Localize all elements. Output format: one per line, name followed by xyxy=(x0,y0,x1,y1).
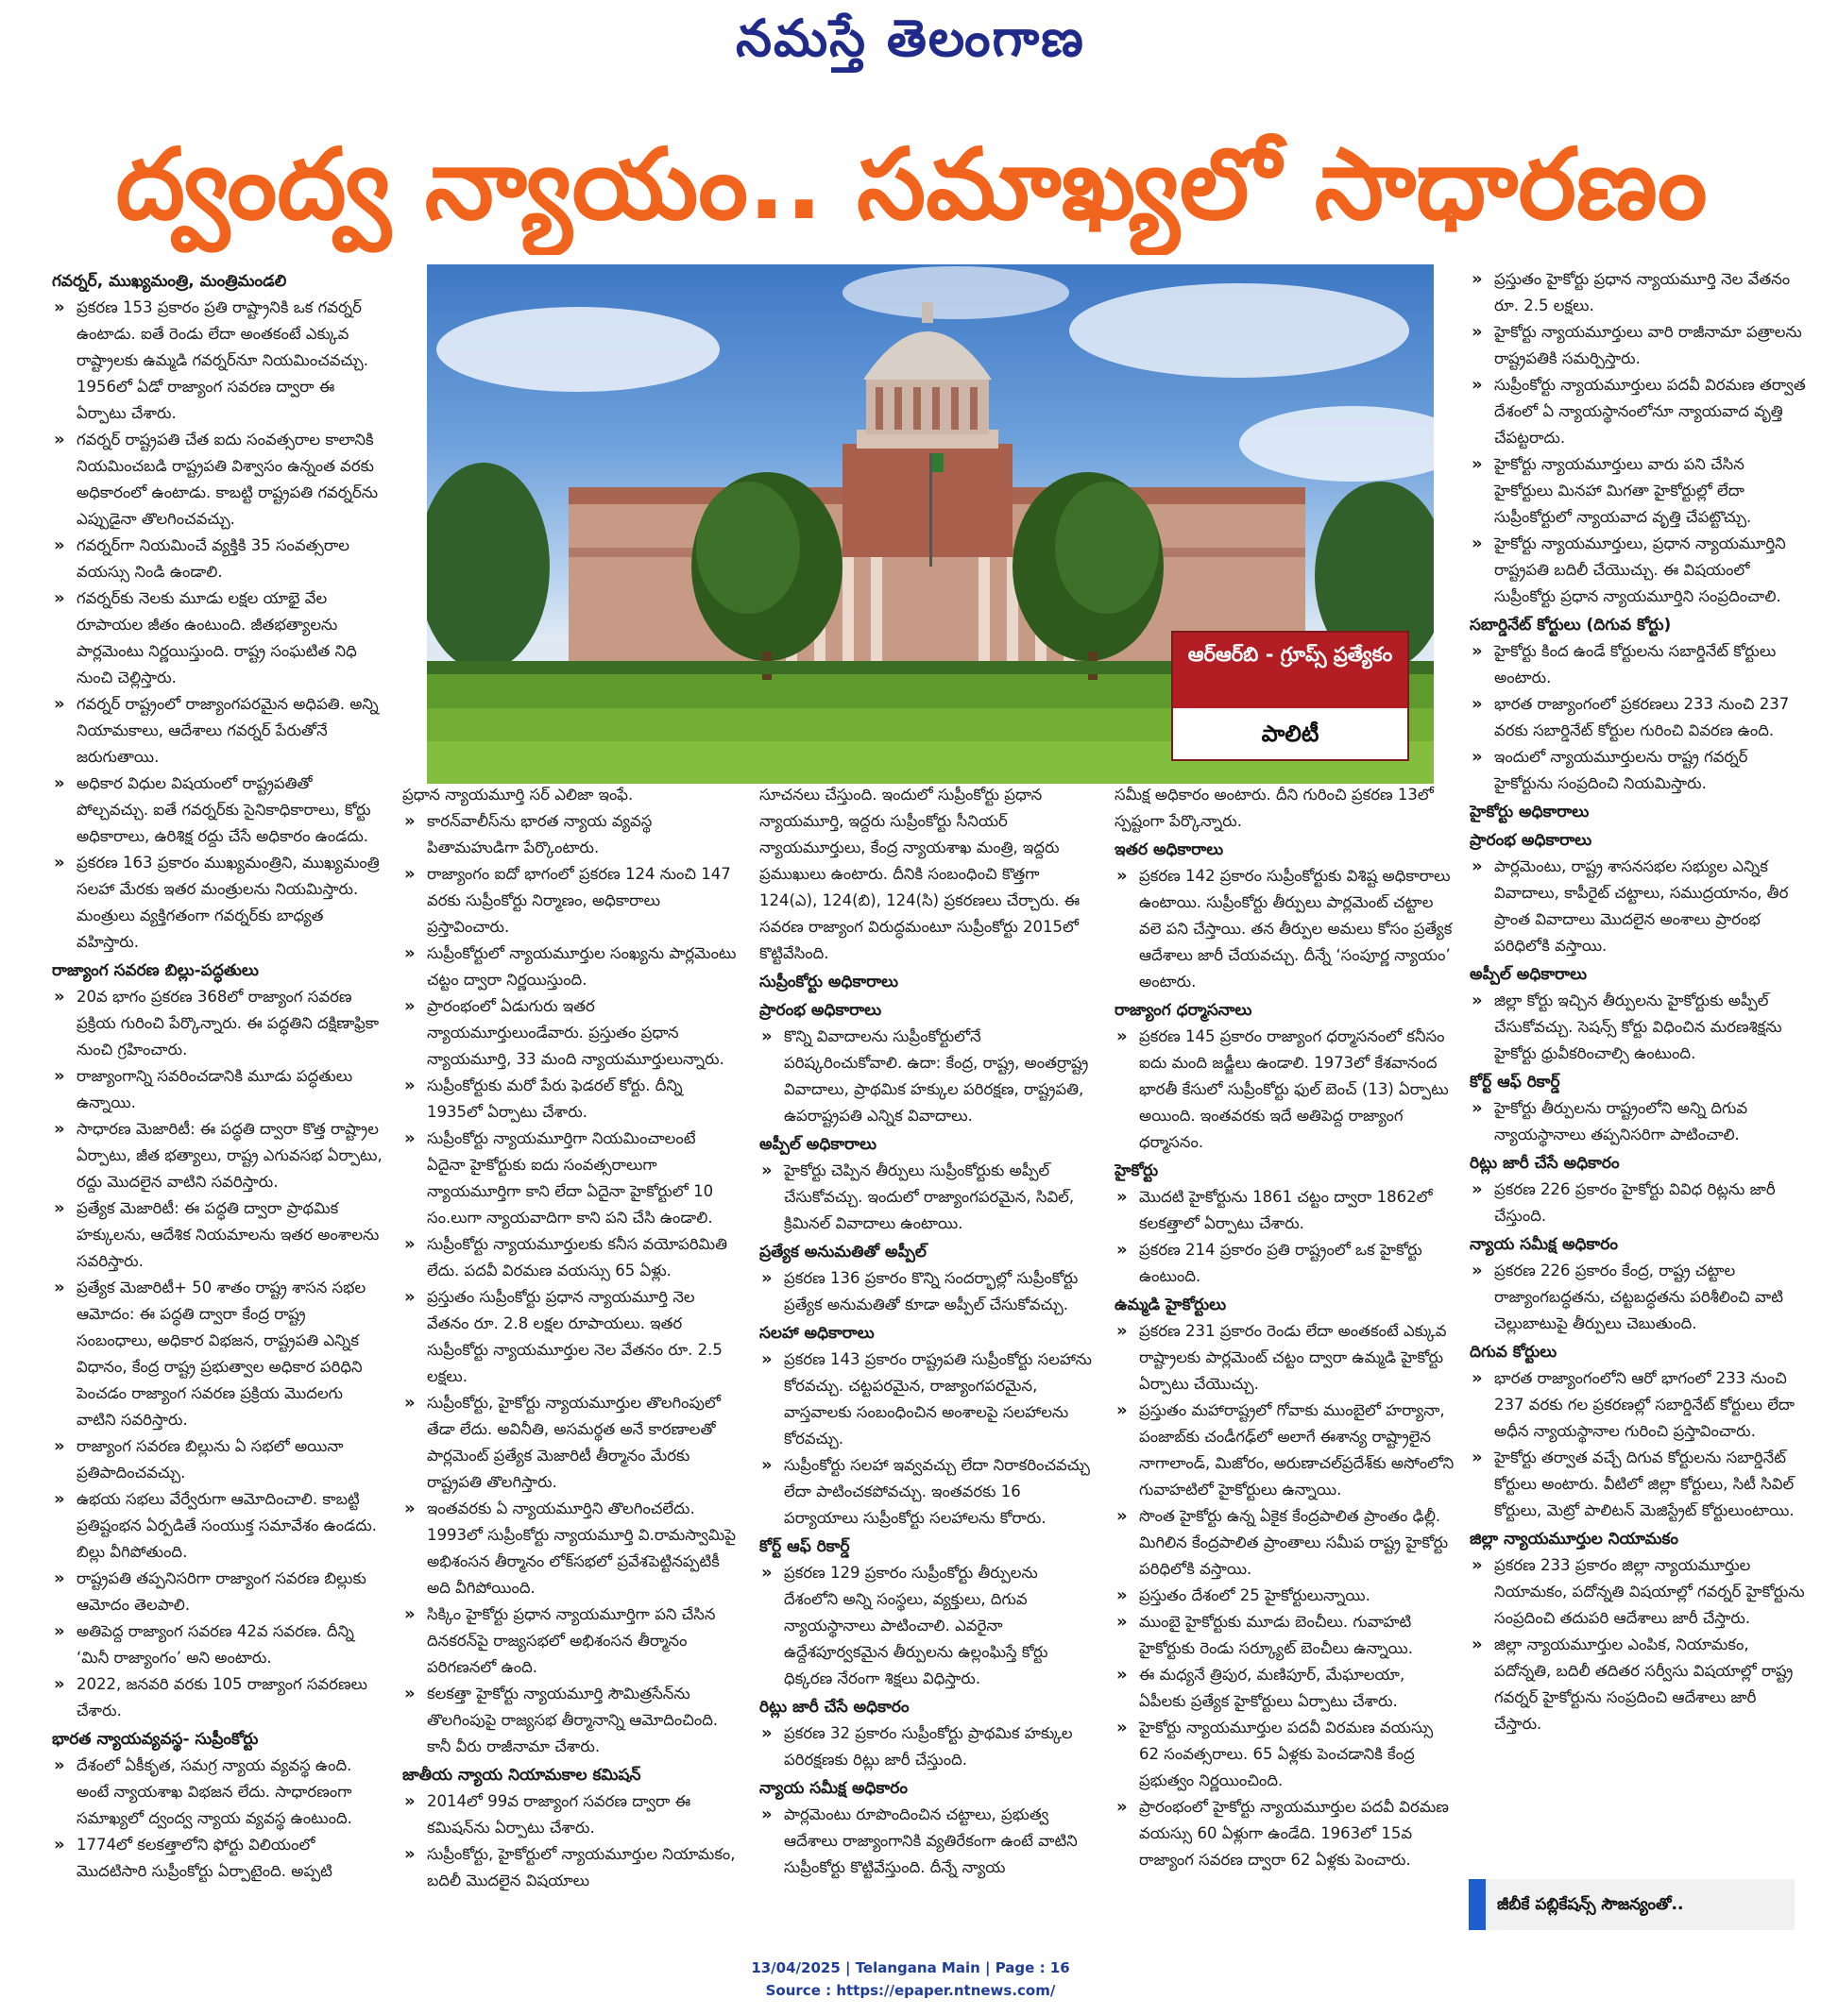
bullet-paragraph: » పార్లమెంటు, రాష్ట్ర శాసనసభల సభ్యుల ఎన్నిక వివాదాలు, కాపీరైట్ చట్టాలు, సముద్రయానం, తీర ప్రాంత వివాదాలు మొదలైన అంశాలు ప్రారంభ పరిధిలోకి వస్తాయి. xyxy=(1470,854,1806,959)
footer-source-link[interactable]: Source : https://epaper.ntnews.com/ xyxy=(765,1982,1056,1999)
article-column-3 xyxy=(759,782,1096,1938)
bullet-paragraph: » జిల్లా కోర్టు ఇచ్చిన తీర్పులను హైకోర్టుకు అప్పీల్ చేసుకోవచ్చు. సెషన్స్ కోర్టు విధించిన మరణశిక్షను హైకోర్టు ధ్రువీకరించాల్సి ఉంటుంది. xyxy=(1470,988,1806,1067)
bullet-paragraph: » సుప్రీంకోర్టు సలహా ఇవ్వవచ్చు లేదా నిరాకరించవచ్చు లేదా పాటించకపోవచ్చు. ఇంతవరకు 16 పర్యాయాలు సుప్రీంకోర్టు సలహాలను కోరారు. xyxy=(759,1452,1096,1532)
bullet-paragraph: » ముంబై హైకోర్టుకు మూడు బెంచీలు. గువాహటి హైకోర్టుకు రెండు సర్క్యూట్ బెంచీలు ఉన్నాయి. xyxy=(1115,1609,1455,1662)
bullet-paragraph: » గవర్నర్ రాష్ట్రపతి చేత ఐదు సంవత్సరాల కాలానికి నియమించబడి రాష్ట్రపతి విశ్వాసం ఉన్నంత వరకు అధికారంలో ఉంటాడు. కాబట్టి రాష్ట్రపతి గవర్నర్‌ను ఎప్పుడైనా తొలగించవచ్చు. xyxy=(52,427,383,533)
section-heading: హైకోర్టు అధికారాలు xyxy=(1470,803,1590,822)
article-column-2 xyxy=(402,782,739,1938)
section-tag-subject: పాలిటీ xyxy=(1173,708,1407,759)
bullet-paragraph: » ప్రకరణ 145 ప్రకారం రాజ్యాంగ ధర్మాసనంలో కనీసం ఐదు మంది జడ్జీలు ఉండాలి. 1973లో కేశవానంద భారతీ కేసులో సుప్రీంకోర్టు ఫుల్ బెంచ్ (13) ఏర్పాటు అయింది. ఇంతవరకు ఇదే అతిపెద్ద రాజ్యాంగ ధర్మాసనం. xyxy=(1115,1024,1455,1156)
bullet-paragraph: » ఉభయ సభలు వేర్వేరుగా ఆమోదించాలి. కాబట్టి ప్రతిష్టంభన ఏర్పడితే సంయుక్త సమావేశం ఉండదు. బిల్లు వీగిపోతుంది. xyxy=(52,1486,383,1566)
bullet-paragraph: » అధికార విధుల విషయంలో రాష్ట్రపతితో పోల్చవచ్చు. ఐతే గవర్నర్‌కు సైనికాధికారాలు, కోర్టు అధికారాలు, ఉరిశిక్ష రద్దు చేసే అధికారం ఉండదు. xyxy=(52,771,383,850)
bullet-paragraph: » ఇందులో న్యాయమూర్తులను రాష్ట్ర గవర్నర్ హైకోర్టును సంప్రదించి నియమిస్తారు. xyxy=(1470,744,1806,797)
credit-accent-bar xyxy=(1469,1879,1486,1930)
bullet-paragraph: » ప్రత్యేక మెజారిటీ: ఈ పద్ధతి ద్వారా ప్రాథమిక హక్కులను, ఆదేశిక నియమాలను ఇతర అంశాలను సవరిస్తారు. xyxy=(52,1195,383,1275)
bullet-paragraph: » ప్రకరణ 142 ప్రకారం సుప్రీంకోర్టుకు విశిష్ట అధికారాలు ఉంటాయి. సుప్రీంకోర్టు తీర్పులు పార్లమెంట్ చట్టాల వలె పని చేస్తాయి. తన తీర్పుల అమలు కోసం ప్రత్యేక ఆదేశాలు జారీ చేయవచ్చు. దీన్నే ‘సంపూర్ణ న్యాయం’ అంటారు. xyxy=(1115,863,1455,995)
bullet-paragraph: » ఇంతవరకు ఏ న్యాయమూర్తిని తొలగించలేదు. 1993లో సుప్రీంకోర్టు న్యాయమూర్తి వి.రామస్వామిపై అభిశంసన తీర్మానం లోక్‌సభలో ప్రవేశపెట్టినప్పటికీ అది వీగిపోయింది. xyxy=(402,1496,739,1601)
section-tag-series: ఆర్ఆర్‌బి - గ్రూప్స్ ప్రత్యేకం xyxy=(1173,633,1407,708)
section-heading: రాజ్యాంగ ధర్మాసనాలు xyxy=(1115,1001,1252,1020)
masthead-logo: నమస్తే తెలంగాణ xyxy=(736,8,1085,68)
bullet-paragraph: » రాజ్యాంగ సవరణ బిల్లును ఏ సభలో అయినా ప్రతిపాదించవచ్చు. xyxy=(52,1433,383,1486)
section-heading: రిట్లు జారీ చేసే అధికారం xyxy=(759,1698,910,1717)
bullet-paragraph: » హైకోర్టు తీర్పులను రాష్ట్రంలోని అన్ని దిగువ న్యాయస్థానాలు తప్పనిసరిగా పాటించాలి. xyxy=(1470,1095,1806,1148)
section-heading: ప్రారంభ అధికారాలు xyxy=(759,1001,882,1020)
section-heading: జిల్లా న్యాయమూర్తుల నియామకం xyxy=(1470,1530,1678,1549)
section-heading: అప్పీల్ అధికారాలు xyxy=(759,1135,877,1154)
section-heading: ప్రత్యేక అనుమతితో అప్పీల్ xyxy=(759,1243,927,1262)
bullet-paragraph: » దేశంలో ఏకీకృత, సమగ్ర న్యాయ వ్యవస్థ ఉంది. అంటే న్యాయశాఖ విభజన లేదు. సాధారణంగా సమాఖ్యలో ద్వంద్వ న్యాయ వ్యవస్థ ఉంటుంది. xyxy=(52,1753,383,1832)
credit-box xyxy=(1469,1879,1795,1930)
bullet-paragraph: » ప్రకరణ 233 ప్రకారం జిల్లా న్యాయమూర్తుల నియామకం, పదోన్నతి విషయాల్లో గవర్నర్ హైకోర్టును సంప్రదించి తదుపరి ఆదేశాలు జారీ చేస్తారు. xyxy=(1470,1552,1806,1632)
section-tag xyxy=(1171,631,1409,761)
bullet-paragraph: » కలకత్తా హైకోర్టు న్యాయమూర్తి సౌమిత్రసేన్‌ను తొలగింపుపై రాజ్యసభ తీర్మానాన్ని ఆమోదించింది. కానీ వీరు రాజీనామా చేశారు. xyxy=(402,1681,739,1760)
bullet-paragraph: » హైకోర్టు చెప్పిన తీర్పులు సుప్రీంకోర్టుకు అప్పీల్ చేసుకోవచ్చు. ఇందులో రాజ్యాంగపరమైన, సివిల్, క్రిమినల్ వివాదాలు ఉంటాయి. xyxy=(759,1158,1096,1237)
continued-paragraph: సూచనలు చేస్తుంది. ఇందులో సుప్రీంకోర్టు ప్రధాన న్యాయమూర్తి, ఇద్దరు సుప్రీంకోర్టు సీనియర్ న్యాయమూర్తులు, కేంద్ర న్యాయశాఖ మంత్రి, ఇద్దరు ప్రముఖులు ఉంటారు. దీనికి సంబంధించి కొత్తగా 124(ఎ), 124(బి), 124(సి) ప్రకరణలు చేర్చారు. ఈ సవరణ రాజ్యాంగ విరుద్ధమంటూ సుప్రీంకోర్టు 2015లో కొట్టివేసింది. xyxy=(759,786,1081,962)
section-heading: గవర్నర్, ముఖ్యమంత్రి, మంత్రిమండలి xyxy=(52,272,287,291)
section-heading: ప్రారంభ అధికారాలు xyxy=(1470,831,1592,850)
bullet-paragraph: » సుప్రీంకోర్టుకు మరో పేరు ఫెడరల్ కోర్టు. దీన్ని 1935లో ఏర్పాటు చేశారు. xyxy=(402,1073,739,1126)
page-footer xyxy=(0,1957,1821,2002)
bullet-paragraph: » ప్రకరణ 143 ప్రకారం రాష్ట్రపతి సుప్రీంకోర్టు సలహాను కోరవచ్చు. చట్టపరమైన, రాజ్యాంగపరమైన, వాస్తవాలకు సంబంధించిన అంశాలపై సలహాలను కోరవచ్చు. xyxy=(759,1347,1096,1452)
bullet-paragraph: » హైకోర్టు న్యాయమూర్తులు వారి రాజీనామా పత్రాలను రాష్ట్రపతికి సమర్పిస్తారు. xyxy=(1470,319,1806,372)
bullet-paragraph: » ప్రకరణ 136 ప్రకారం కొన్ని సందర్భాల్లో సుప్రీంకోర్టు ప్రత్యేక అనుమతితో కూడా అప్పీల్ చేసుకోవచ్చు. xyxy=(759,1265,1096,1318)
continued-paragraph: ప్రధాన న్యాయమూర్తి సర్ ఎలిజా ఇంఫే. xyxy=(402,786,634,804)
bullet-paragraph: » హైకోర్టు తర్వాత వచ్చే దిగువ కోర్టులను సబార్డినేట్ కోర్టులు అంటారు. వీటిలో జిల్లా కోర్టులు, సిటీ సివిల్ కోర్టులు, మెట్రో పాలిటన్ మెజిస్ట్రేట్ కోర్టులుంటాయి. xyxy=(1470,1445,1806,1524)
bullet-paragraph: » ప్రకరణ 226 ప్రకారం హైకోర్టు వివిధ రిట్లను జారీ చేస్తుంది. xyxy=(1470,1177,1806,1229)
section-heading: హైకోర్టు xyxy=(1115,1161,1159,1180)
bullet-paragraph: » సుప్రీంకోర్టు న్యాయమూర్తులకు కనీస వయోపరిమితి లేదు. పదవీ విరమణ వయస్సు 65 ఏళ్లు. xyxy=(402,1231,739,1284)
bullet-paragraph: » ప్రకరణ 226 ప్రకారం కేంద్ర, రాష్ట్ర చట్టాల రాజ్యాంగబద్ధతను, చట్టబద్ధతను పరిశీలించి వాటి చెల్లుబాటుపై తీర్పులు చెబుతుంది. xyxy=(1470,1258,1806,1337)
headline xyxy=(38,113,1785,255)
section-heading: రిట్లు జారీ చేసే అధికారం xyxy=(1470,1154,1620,1173)
bullet-paragraph: » ప్రకరణ 231 ప్రకారం రెండు లేదా అంతకంటే ఎక్కువ రాష్ట్రాలకు పార్లమెంట్ చట్టం ద్వారా ఉమ్మడి హైకోర్టు ఏర్పాటు చేయొచ్చు. xyxy=(1115,1318,1455,1398)
bullet-paragraph: » ప్రకరణ 32 ప్రకారం సుప్రీంకోర్టు ప్రాథమిక హక్కుల పరిరక్షణకు రిట్లు జారీ చేస్తుంది. xyxy=(759,1720,1096,1773)
bullet-paragraph: » జిల్లా న్యాయమూర్తుల ఎంపిక, నియామకం, పదోన్నతి, బదిలీ తదితర సర్వీసు విషయాల్లో రాష్ట్ర గవర్నర్ హైకోర్టును సంప్రదించి ఆదేశాలు జారీ చేస్తారు. xyxy=(1470,1632,1806,1737)
bullet-paragraph: » ప్రకరణ 163 ప్రకారం ముఖ్యమంత్రిని, ముఖ్యమంత్రి సలహా మేరకు ఇతర మంత్రులను నియమిస్తారు. మంత్రులు వ్యక్తిగతంగా గవర్నర్‌కు బాధ్యత వహిస్తారు. xyxy=(52,850,383,956)
article-column-4 xyxy=(1115,782,1455,1938)
bullet-paragraph: » గవర్నర్‌కు నెలకు మూడు లక్షల యాభై వేల రూపాయల జీతం ఉంటుంది. జీతభత్యాలను పార్లమెంటు నిర్ణయిస్తుంది. రాష్ట్ర సంఘటిత నిధి నుంచి చెల్లిస్తారు. xyxy=(52,585,383,691)
section-heading: సబార్డినేట్ కోర్టులు (దిగువ కోర్టు) xyxy=(1470,616,1672,635)
bullet-paragraph: » సుప్రీంకోర్టు, హైకోర్టులో న్యాయమూర్తుల నియామకం, బదిలీ మొదలైన విషయాలు xyxy=(402,1841,739,1894)
section-heading: ఇతర అధికారాలు xyxy=(1115,840,1224,859)
bullet-paragraph: » 2014లో 99వ రాజ్యాంగ సవరణ ద్వారా ఈ కమిషన్‌ను ఏర్పాటు చేశారు. xyxy=(402,1788,739,1841)
section-heading: అప్పీల్ అధికారాలు xyxy=(1470,965,1588,984)
section-heading: కోర్ట్ ఆఫ్ రికార్డ్ xyxy=(1470,1073,1560,1092)
bullet-paragraph: » సుప్రీంకోర్టులో న్యాయమూర్తుల సంఖ్యను పార్లమెంటు చట్టం ద్వారా నిర్ణయిస్తుంది. xyxy=(402,940,739,993)
section-heading: న్యాయ సమీక్ష అధికారం xyxy=(759,1779,908,1798)
section-heading: సుప్రీంకోర్టు అధికారాలు xyxy=(759,973,899,991)
bullet-paragraph: » ప్రారంభంలో ఏడుగురు ఇతర న్యాయమూర్తులుండేవారు. ప్రస్తుతం ప్రధాన న్యాయమూర్తి, 33 మంది న్యాయమూర్తులున్నారు. xyxy=(402,993,739,1073)
bullet-paragraph: » హైకోర్టు న్యాయమూర్తులు వారు పని చేసిన హైకోర్టులు మినహా మిగతా హైకోర్టుల్లో లేదా సుప్రీంకోర్టులో న్యాయవాద వృత్తి చేపట్టొచ్చు. xyxy=(1470,451,1806,531)
section-heading: జాతీయ న్యాయ నియామకాల కమిషన్ xyxy=(402,1766,641,1785)
bullet-paragraph: » సుప్రీంకోర్టు, హైకోర్టు న్యాయమూర్తుల తొలగింపులో తేడా లేదు. అవినీతి, అసమర్థత అనే కారణాలతో పార్లమెంట్ ప్రత్యేక మెజారిటీ తీర్మానం మేరకు రాష్ట్రపతి తొలగిస్తారు. xyxy=(402,1390,739,1496)
footer-edition-info: 13/04/2025 | Telangana Main | Page : 16 xyxy=(751,1959,1070,1976)
masthead xyxy=(0,8,1821,83)
bullet-paragraph: » ప్రకరణ 153 ప్రకారం ప్రతి రాష్ట్రానికి ఒక గవర్నర్ ఉంటాడు. ఐతే రెండు లేదా అంతకంటే ఎక్కువ రాష్ట్రాలకు ఉమ్మడి గవర్నర్‌నూ నియమించవచ్చు. 1956లో ఏడో రాజ్యాంగ సవరణ ద్వారా ఈ ఏర్పాటు చేశారు. xyxy=(52,295,383,427)
bullet-paragraph: » సుప్రీంకోర్టు న్యాయమూర్తులు పదవీ విరమణ తర్వాత దేశంలో ఏ న్యాయస్థానంలోనూ న్యాయవాద వృత్తి చేపట్టరాదు. xyxy=(1470,372,1806,451)
headline-title: ద్వంద్వ న్యాయం.. సమాఖ్యలో సాధారణం xyxy=(115,127,1708,242)
bullet-paragraph: » పార్లమెంటు రూపొందించిన చట్టాలు, ప్రభుత్వ ఆదేశాలు రాజ్యాంగానికి వ్యతిరేకంగా ఉంటే వాటిని సుప్రీంకోర్టు కొట్టివేస్తుంది. దీన్నే న్యాయ xyxy=(759,1802,1096,1881)
bullet-paragraph: » ప్రస్తుతం దేశంలో 25 హైకోర్టులున్నాయి. xyxy=(1115,1583,1455,1609)
bullet-paragraph: » కారన్‌వాలీస్‌ను భారత న్యాయ వ్యవస్థ పితామహుడిగా పేర్కొంటారు. xyxy=(402,808,739,861)
bullet-paragraph: » ప్రారంభంలో హైకోర్టు న్యాయమూర్తుల పదవీ విరమణ వయస్సు 60 ఏళ్లుగా ఉండేది. 1963లో 15వ రాజ్యాంగ సవరణ ద్వారా 62 ఏళ్లకు పెంచారు. xyxy=(1115,1794,1455,1873)
bullet-paragraph: » ప్రస్తుతం మహారాష్ట్రలో గోవాకు ముంబైలో హర్యానా, పంజాబ్‌కు చండీగఢ్‌లో అలాగే ఈశాన్య రాష్ట్రాలైన నాగాలాండ్, మిజోరం, అరుణాచల్‌ప్రదేశ్‌కు అసోంలోని గువాహటిలో హైకోర్టులు ఉన్నాయి. xyxy=(1115,1398,1455,1503)
bullet-paragraph: » గవర్నర్‌గా నియమించే వ్యక్తికి 35 సంవత్సరాల వయస్సు నిండి ఉండాలి. xyxy=(52,533,383,585)
article-column-1 xyxy=(52,266,383,1938)
section-heading: భారత న్యాయవ్యవస్థ- సుప్రీంకోర్టు xyxy=(52,1730,259,1749)
bullet-paragraph: » రాష్ట్రపతి తప్పనిసరిగా రాజ్యాంగ సవరణ బిల్లుకు ఆమోదం తెలపాలి. xyxy=(52,1566,383,1618)
bullet-paragraph: » హైకోర్టు న్యాయమూర్తులు, ప్రధాన న్యాయమూర్తిని రాష్ట్రపతి బదిలీ చేయొచ్చు. ఈ విషయంలో సుప్రీంకోర్టు ప్రధాన న్యాయమూర్తిని సంప్రదించాలి. xyxy=(1470,531,1806,610)
bullet-paragraph: » రాజ్యాంగాన్ని సవరించడానికి మూడు పద్ధతులు ఉన్నాయి. xyxy=(52,1063,383,1116)
bullet-paragraph: » ప్రకరణ 214 ప్రకారం ప్రతి రాష్ట్రంలో ఒక హైకోర్టు ఉంటుంది. xyxy=(1115,1237,1455,1290)
section-heading: రాజ్యాంగ సవరణ బిల్లు-పద్ధతులు xyxy=(52,961,259,980)
bullet-paragraph: » సుప్రీంకోర్టు న్యాయమూర్తిగా నియమించాలంటే ఏదైనా హైకోర్టుకు ఐదు సంవత్సరాలుగా న్యాయమూర్తిగా కాని లేదా ఏదైనా హైకోర్టులో 10 సం.లుగా న్యాయవాదిగా కాని పని చేసి ఉండాలి. xyxy=(402,1126,739,1231)
bullet-paragraph: » కొన్ని వివాదాలను సుప్రీంకోర్టులోనే పరిష్కరించుకోవాలి. ఉదా: కేంద్ర, రాష్ట్ర, అంతర్రాష్ట్ర వివాదాలు, ప్రాథమిక హక్కుల పరిరక్షణ, రాష్ట్రపతి, ఉపరాష్ట్రపతి ఎన్నిక వివాదాలు. xyxy=(759,1024,1096,1129)
bullet-paragraph: » ప్రస్తుతం సుప్రీంకోర్టు ప్రధాన న్యాయమూర్తి నెల వేతనం రూ. 2.8 లక్షల రూపాయలు. ఇతర సుప్రీంకోర్టు న్యాయమూర్తుల నెల వేతనం రూ. 2.5 లక్షలు. xyxy=(402,1284,739,1390)
article-column-5 xyxy=(1470,266,1806,1890)
bullet-paragraph: » సాధారణ మెజారిటీ: ఈ పద్ధతి ద్వారా కొత్త రాష్ట్రాల ఏర్పాటు, జీత భత్యాలు, రాష్ట్ర ఎగువసభ ఏర్పాటు, రద్దు మొదలైన వాటిని సవరిస్తారు. xyxy=(52,1116,383,1195)
bullet-paragraph: » హైకోర్టు న్యాయమూర్తుల పదవీ విరమణ వయస్సు 62 సంవత్సరాలు. 65 ఏళ్లకు పెంచడానికి కేంద్ర ప్రభుత్వం నిర్ణయించింది. xyxy=(1115,1715,1455,1794)
bullet-paragraph: » భారత రాజ్యాంగంలో ప్రకరణలు 233 నుంచి 237 వరకు సబార్డినేట్ కోర్టుల గురించి వివరణ ఉంది. xyxy=(1470,691,1806,744)
bullet-paragraph: » 1774లో కలకత్తాలోని ఫోర్టు విలియంలో మొదటిసారి సుప్రీంకోర్టు ఏర్పాటైంది. అప్పటి xyxy=(52,1832,383,1885)
section-heading: దిగువ కోర్టులు xyxy=(1470,1343,1557,1362)
bullet-paragraph: » అతిపెద్ద రాజ్యాంగ సవరణ 42వ సవరణ. దీన్ని ‘మినీ రాజ్యాంగం’ అని అంటారు. xyxy=(52,1618,383,1671)
bullet-paragraph: » సిక్కిం హైకోర్టు ప్రధాన న్యాయమూర్తిగా పని చేసిన దినకరన్‌పై రాజ్యసభలో అభిశంసన తీర్మానం పరిగణనలో ఉంది. xyxy=(402,1601,739,1681)
bullet-paragraph: » ఈ మధ్యనే త్రిపుర, మణిపూర్, మేఘాలయా, ఏపీలకు ప్రత్యేక హైకోర్టులు ఏర్పాటు చేశారు. xyxy=(1115,1662,1455,1715)
bullet-paragraph: » రాజ్యాంగం ఐదో భాగంలో ప్రకరణ 124 నుంచి 147 వరకు సుప్రీంకోర్టు నిర్మాణం, అధికారాలు ప్రస్తావించారు. xyxy=(402,861,739,940)
bullet-paragraph: » గవర్నర్ రాష్ట్రంలో రాజ్యాంగపరమైన అధిపతి. అన్ని నియామకాలు, ఆదేశాలు గవర్నర్ పేరుతోనే జరుగుతాయి. xyxy=(52,691,383,771)
section-heading: ఉమ్మడి హైకోర్టులు xyxy=(1115,1296,1227,1314)
bullet-paragraph: » మొదటి హైకోర్టును 1861 చట్టం ద్వారా 1862లో కలకత్తాలో ఏర్పాటు చేశారు. xyxy=(1115,1184,1455,1237)
section-heading: కోర్ట్ ఆఫ్ రికార్డ్ xyxy=(759,1537,850,1556)
credit-text: జీబీకే పబ్లికేషన్స్ సౌజన్యంతో.. xyxy=(1497,1895,1684,1914)
bullet-paragraph: » 20వ భాగం ప్రకరణ 368లో రాజ్యాంగ సవరణ ప్రక్రియ గురించి పేర్కొన్నారు. ఈ పద్ధతిని దక్షిణాఫ్రికా నుంచి గ్రహించారు. xyxy=(52,984,383,1063)
bullet-paragraph: » భారత రాజ్యాంగంలోని ఆరో భాగంలో 233 నుంచి 237 వరకు గల ప్రకరణల్లో సబార్డినేట్ కోర్టులు లేదా అధీన న్యాయస్థానాల గురించి ప్రస్తావించారు. xyxy=(1470,1365,1806,1445)
bullet-paragraph: » సొంత హైకోర్టు ఉన్న ఏకైక కేంద్రపాలిత ప్రాంతం ఢిల్లీ. మిగిలిన కేంద్రపాలిత ప్రాంతాలు సమీప రాష్ట్ర హైకోర్టు పరిధిలోకి వస్తాయి. xyxy=(1115,1503,1455,1583)
bullet-paragraph: » ప్రస్తుతం హైకోర్టు ప్రధాన న్యాయమూర్తి నెల వేతనం రూ. 2.5 లక్షలు. xyxy=(1470,266,1806,319)
bullet-paragraph: » హైకోర్టు కింద ఉండే కోర్టులను సబార్డినేట్ కోర్టులు అంటారు. xyxy=(1470,638,1806,691)
bullet-paragraph: » 2022, జనవరి వరకు 105 రాజ్యాంగ సవరణలు చేశారు. xyxy=(52,1671,383,1724)
bullet-paragraph: » ప్రకరణ 129 ప్రకారం సుప్రీంకోర్టు తీర్పులను దేశంలోని అన్ని సంస్థలు, వ్యక్తులు, దిగువ న్యాయస్థానాలు పాటించాలి. ఎవరైనా ఉద్దేశపూర్వకమైన తీర్పులను ఉల్లంఘిస్తే కోర్టు ధిక్కరణ నేరంగా శిక్షలు విధిస్తారు. xyxy=(759,1560,1096,1692)
section-heading: న్యాయ సమీక్ష అధికారం xyxy=(1470,1235,1618,1254)
continued-paragraph: సమీక్ష అధికారం అంటారు. దీని గురించి ప్రకరణ 13లో స్పష్టంగా పేర్కొన్నారు. xyxy=(1115,786,1434,830)
section-heading: సలహా అధికారాలు xyxy=(759,1324,875,1343)
bullet-paragraph: » ప్రత్యేక మెజారిటీ+ 50 శాతం రాష్ట్ర శాసన సభల ఆమోదం: ఈ పద్ధతి ద్వారా కేంద్ర రాష్ట్ర సంబంధాలు, అధికార విభజన, రాష్ట్రపతి ఎన్నిక విధానం, కేంద్ర రాష్ట్ర ప్రభుత్వాల అధికార పరిధిని పెంచడం రాజ్యాంగ సవరణ ప్రక్రియ మొదలగు వాటిని సవరిస్తారు. xyxy=(52,1275,383,1433)
